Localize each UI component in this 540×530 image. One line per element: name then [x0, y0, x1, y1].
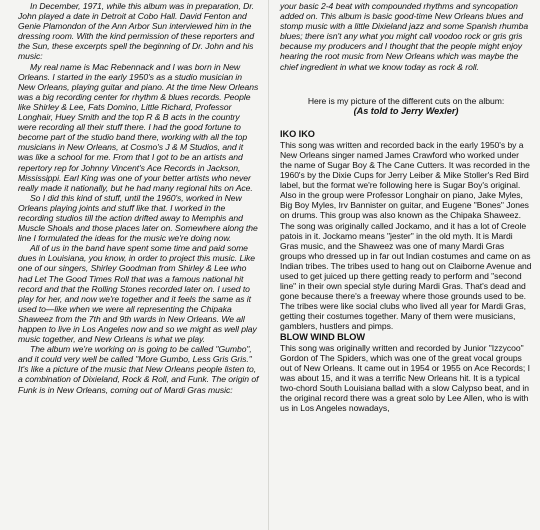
track-heading: BLOW WIND BLOW [280, 331, 366, 342]
continued-paragraph: your basic 2-4 beat with compounded rhythms and syncopation added on. This album is basic good-time New Orleans blues and stomp music with a little Dixieland jazz and some Spanish rhumba blues; there isn't any what you might call voodoo rock or gris gris because my producers and I thought that the people might enjoy hearing the root music from New Orleans which was maybe the chief ingredient in what we know today as rock & roll. [280, 1, 529, 72]
column-divider [268, 0, 269, 530]
track-description: This song was written and recorded back in the early 1950's by a New Orleans singer named James Crawford who worked under the name of Sugar Boy & The Cane Cutters. It was recorded in the 1960's by the Dixie Cups for Jerry Leiber & Mike Stoller's Red Bird label, but the format we're following here is Sugar Boy's original. Also in the group were Professor Longhair on piano, Jake Myles, Big Boy Myles, Irv Bannister on guitar, and Eugene "Bones" Jones on drums. This group was also known as the Chipaka Shaweez. The song was originally called Jockamo, and it has a lot of Creole patois in it. Jockamo means "jester" in the old myth. It is Mardi Gras music, and the Shaweez was one of many Mardi Gras groups who dressed up in far out Indian costumes and came on as Indian tribes. The tribes used to hang out on Claiborne Avenue and used to get juiced up there getting ready to perform and "second line" in their own special style during Mardi Gras. That's dead and gone because there's a freeway where those grounds used to be. The tribes were like social clubs who lived all year for Mardi Gras, getting their costumes together. Many of them were musicians, gamblers, hustlers and pimps. [280, 139, 532, 332]
body-paragraph: All of us in the band have spent some time and paid some dues in Louisiana, you know, in order to project this music. Like one of our singers, Shirley Goodman from Shirley & Lee who had Let The Good Times Roll that was a famous national hit record and that the Rolling Stones recorded later on. I used to play for her, and now we're together and it feels the same as it used to—like when we were all representing the Chipaka Shaweez from the 7th and 9th wards in New Orleans. We all happen to live in Los Angeles now and so we might as well play music together, and New Orleans is what we play. [18, 243, 257, 345]
attribution: (As told to Jerry Wexler) [353, 105, 459, 116]
right-column [276, 0, 534, 530]
intro-paragraph: In December, 1971, while this album was in preparation, Dr. John played a date in Detroit at Cobo Hall. David Fenton and Genie Plamondon of the Ann Arbor Sun interviewed him in the dressing room. With the kind permission of these reporters and the Sun, these excerpts spell the beginning of Dr. John and his music: [18, 1, 255, 62]
body-paragraph: The album we're working on is going to be called "Gumbo", and it could very well be called "More Gumbo, Less Gris Gris." It's like a picture of the music that New Orleans people listen to, a combination of Dixieland, Rock & Roll, and Funk. The origin of Funk is in New Orleans, coming out of Mardi Gras music: [18, 344, 259, 395]
body-paragraph: So I did this kind of stuff, until the 1960's, worked in New Orleans playing joints and stuff like that. I worked in the recording studios till the action drifted away to Memphis and Muscle Shoals and those places later on. Somewhere along the line I formulated the ideas for the music we're doing now. [18, 192, 258, 244]
left-column [6, 0, 264, 530]
cuts-intro-line: Here is my picture of the different cuts on the album: [307, 95, 505, 106]
track-description: This song was originally written and recorded by Junior "Izzycoo" Gordon of The Spiders, which was one of the great vocal groups out of New Orleans. It came out in 1954 or 1955 on Ace Records; I was about 15, and it was a terrific New Orleans hit. It is a typical two-chord South Louisiana ballad with a slow Calypso beat, and in the original record there was a great solo by Lee Allen, who is with us in Los Angeles nowadays, [280, 342, 530, 414]
body-paragraph: My real name is Mac Rebennack and I was born in New Orleans. I started in the early 1950's as a studio musician in New Orleans, playing guitar and piano. At the time New Orleans was a big recording center for rhythm & blues records. People like Shirley & Lee, Fats Domino, Little Richard, Professor Longhair, Huey Smith and the top R & B acts in the country were recording all their stuff there. I had the good fortune to become part of the studio band there, working with all the top musicians in New Orleans, at Cosmo's J & M Studios, and it was like a school for me. From that I got to be an artists and repertory rep for Johnny Vincent's Ace Records in Jackson, Mississippi. Earl King was one of your better artists who never really made it nationally, but he had many regional hits on Ace. [18, 61, 259, 193]
track-heading: IKO IKO [280, 128, 315, 139]
